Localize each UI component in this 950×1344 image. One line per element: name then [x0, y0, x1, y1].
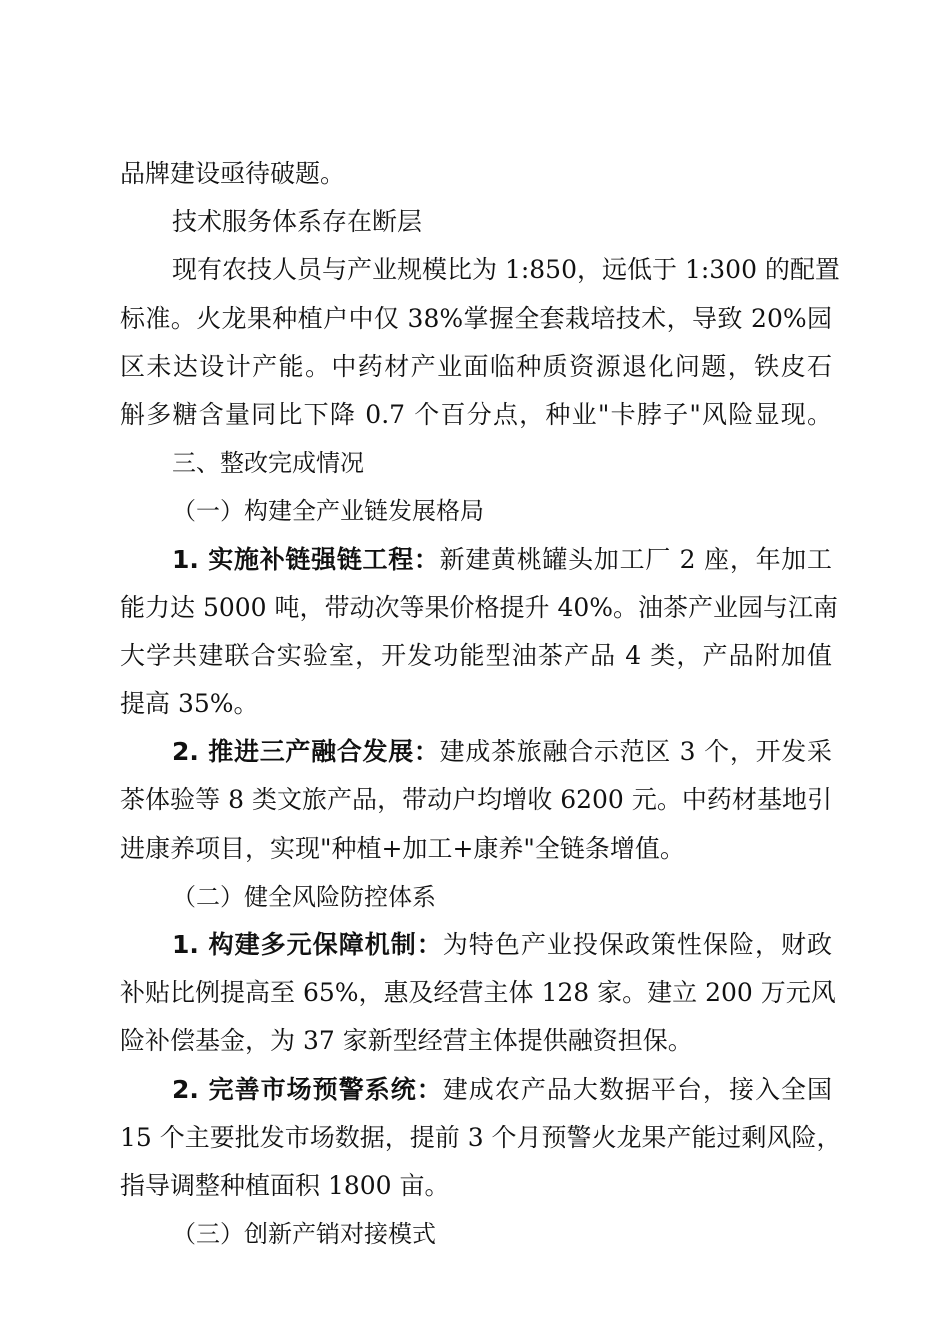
item-label: 2. 推进三产融合发展： — [172, 737, 440, 767]
paragraph-line: 险补偿基金，为 37 家新型经营主体提供融资担保。 — [120, 1026, 693, 1056]
paragraph-text: 现有农技人员与产业规模比为 1:850，远低于 1:300 的配置 — [172, 255, 840, 285]
paragraph-text — [172, 1066, 832, 1114]
item-label: 1. 实施补链强链工程： — [172, 544, 440, 574]
item-text: 为特色产业投保政策性保险，财政 — [442, 930, 832, 959]
paragraph-text: 斛多糖含量同比下降 0.7 个百分点，种业"卡脖子"风险显现。 — [120, 399, 832, 429]
paragraph-line — [120, 728, 832, 776]
paragraph-text: 区未达设计产能。中药材产业面临种质资源退化问题，铁皮石 — [120, 351, 832, 381]
paragraph-line — [120, 1066, 832, 1114]
paragraph-text: 补贴比例提高至 65%，惠及经营主体 128 家。建立 200 万元风 — [120, 978, 836, 1008]
paragraph-text: 茶体验等 8 类文旅产品，带动户均增收 6200 元。中药材基地引 — [120, 785, 832, 815]
subsection-title: （一）构建全产业链发展格局 — [172, 497, 484, 526]
paragraph-line — [120, 536, 832, 584]
paragraph-text — [172, 536, 832, 584]
subsection-title: （二）健全风险防控体系 — [172, 882, 436, 911]
subsection-heading: 技术服务体系存在断层 — [172, 207, 423, 237]
paragraph-text: 大学共建联合实验室，开发功能型油茶产品 4 类，产品附加值 — [120, 640, 832, 670]
paragraph-line: 提高 35%。 — [120, 689, 259, 719]
paragraph-line — [120, 246, 840, 294]
paragraph-line — [120, 343, 832, 391]
item-label: 1. 构建多元保障机制： — [172, 930, 443, 959]
paragraph-text — [172, 921, 832, 969]
paragraph-line — [120, 632, 832, 680]
paragraph-line: 进康养项目，实现"种植+加工+康养"全链条增值。 — [120, 833, 685, 863]
paragraph-line — [120, 391, 832, 439]
paragraph-line — [120, 1114, 842, 1162]
paragraph-text: 能力达 5000 吨，带动次等果价格提升 40%。油茶产业园与江南 — [120, 592, 839, 622]
item-label: 2. 完善市场预警系统： — [172, 1074, 443, 1104]
item-text: 新建黄桃罐头加工厂 2 座，年加工 — [439, 544, 832, 574]
section-title: 三、整改完成情况 — [172, 449, 364, 478]
paragraph-line — [120, 584, 839, 632]
paragraph-line — [120, 921, 832, 969]
item-text: 建成农产品大数据平台，接入全国 — [442, 1074, 832, 1104]
paragraph-line — [120, 776, 832, 824]
paragraph-line — [120, 969, 836, 1017]
subsection-title: （三）创新产销对接模式 — [172, 1220, 436, 1249]
document-body — [120, 150, 842, 1258]
item-text: 建成茶旅融合示范区 3 个，开发采 — [439, 737, 832, 767]
paragraph-line: 指导调整种植面积 1800 亩。 — [120, 1170, 450, 1200]
paragraph-line: 品牌建设亟待破题。 — [120, 159, 346, 188]
paragraph-line — [120, 295, 832, 343]
paragraph-text — [172, 728, 832, 776]
paragraph-text: 标准。火龙果种植户中仅 38%掌握全套栽培技术，导致 20%园 — [120, 303, 832, 333]
paragraph-text: 15 个主要批发市场数据，提前 3 个月预警火龙果产能过剩风险， — [120, 1122, 842, 1152]
